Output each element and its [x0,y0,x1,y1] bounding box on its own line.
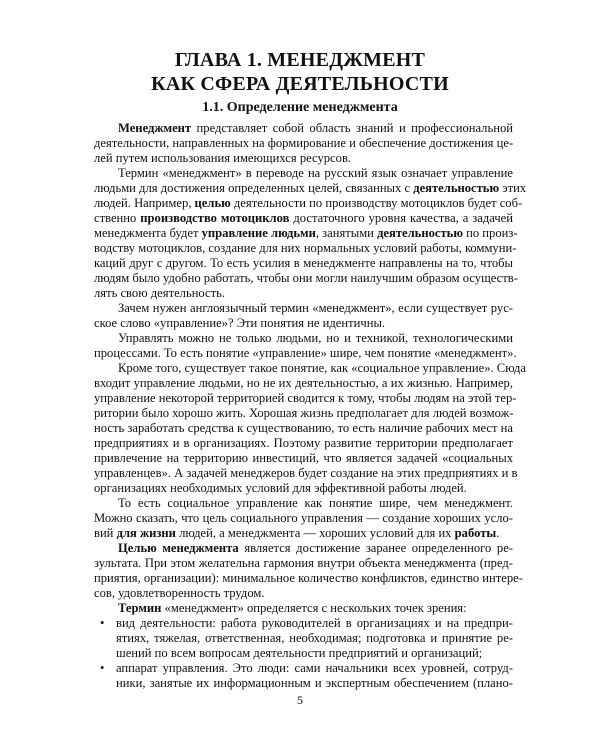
text-line: То есть социальное управление как понятие шире, чем менеджмент. [118,496,513,510]
text-line: ятиях, тяжелая, ответственная, необходимая; подготовка и принятие ре- [116,631,513,645]
text-line: зультата. При этом желательна гармония внутри объекта менеджмента (пред- [94,556,513,570]
text-line: ственно производство мотоциклов достаточного уровня качества, а задачей [94,211,514,225]
body-text [94,121,527,691]
section-heading: 1.1. Определение менеджмента [202,100,398,115]
text-line: Целью менеджмента является достижение заранее определенного ре- [118,541,513,555]
text-line: Кроме того, существует такое понятие, как «социальное управление». Сюда [118,361,526,375]
text-line: каций друг с другом. То есть усилия в менеджменте направлены на то, чтобы [94,256,513,270]
bullet-icon: • [100,616,105,630]
text-line: приятия, организации): минимальное количество конфликтов, единство интере- [94,571,523,585]
text-line: Менеджмент представляет собой область знаний и профессиональной [118,121,513,135]
bullet-line: • аппарат управления. Это люди: сами начальники всех уровней, сотруд- [100,661,513,675]
text-line: шений по всем вопросам деятельности предприятий и организаций; [116,646,483,660]
text-line: входит управление людьми, но не их деятельностью, а их жизнью. Например, [94,376,513,390]
text-line: процессами. То есть понятие «управление» шире, чем понятие «менеджмент». [94,346,517,360]
text-line: ность заработать средства к существованию, то есть наличие рабочих мест на [94,421,513,435]
text-line: Можно сказать, что цель социального управления — создание хороших усло- [94,511,513,525]
text-line: ское слово «управление»? Эти понятия не идентичны. [94,316,386,330]
text-line: управление некоторой территорией сводится к тому, чтобы людям на этой тер- [94,391,517,405]
text-line: управленцев». А задачей менеджеров будет создание на этих предприятиях и в [94,466,518,480]
text-line: Управлять можно не только людьми, но и техникой, технологическими [118,331,513,345]
text-line: людям было удобно работать, чтобы они могли наилучшим образом осуществ- [94,271,518,285]
text-line: ники, занятые их информационным и экспертным обеспечением (плано- [116,676,513,690]
chapter-title-line-1: ГЛАВА 1. МЕНЕДЖМЕНТ [174,49,426,71]
text-line: Термин «менеджмент» в переводе на русский язык означает управление [118,166,513,180]
text-line: лять свою деятельность. [94,286,226,300]
text-line: водству мотоциклов, создание для них нормальных условий работы, коммуни- [94,241,517,255]
text-line: предприятиях и в организациях. Поэтому развитие территории предполагает [94,436,513,450]
text-line: Термин «менеджмент» определяется с нескольких точек зрения: [118,601,467,615]
text-line: сов, удовлетворенность трудом. [94,586,265,600]
text-line: людей. Например, целью деятельности по производству мотоциклов будет соб- [94,196,523,210]
text-line: организациях необходимых условий для эффективной работы людей. [94,481,467,495]
text-line: людьми для достижения определенных целей, связанных с деятельностью этих [94,181,527,195]
text-line: лей путем использования имеющихся ресурсов. [94,151,352,165]
bullet-icon: • [100,661,105,675]
text-line: деятельности, направленных на формирование и обеспечение достижения це- [94,136,514,150]
chapter-title-line-2: КАК СФЕРА ДЕЯТЕЛЬНОСТИ [151,73,449,95]
text-line: вий для жизни людей, а менеджмента — хороших условий для их работы. [94,526,500,540]
text-line: менеджмента будет управление людьми, занятыми деятельностью по произ- [94,226,518,240]
text-line: ритории было хорошо жить. Хорошая жизнь предполагает для людей возмож- [94,406,514,420]
page-number: 5 [297,693,303,707]
text-line: привлечение на территорию инвестиций, что является задачей «социальных [94,451,513,465]
bullet-line: • вид деятельности: работа руководителей в организациях и на предпри- [100,616,513,630]
text-line: Зачем нужен англоязычный термин «менеджмент», если существует рус- [118,301,513,315]
